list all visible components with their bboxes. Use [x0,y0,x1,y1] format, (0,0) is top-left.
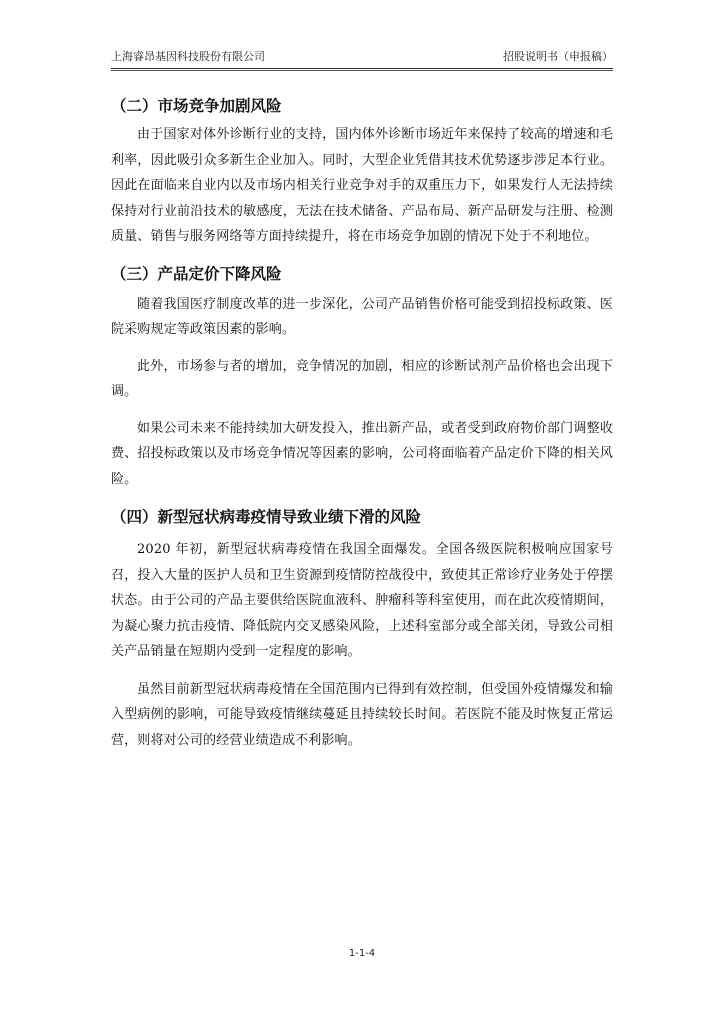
paragraph: 2020 年初，新型冠状病毒疫情在我国全面爆发。全国各级医院积极响应国家号召，投入大量的医护人员和卫生资源到疫情防控战役中，致使其正常诊疗业务处于停摆状态。由于公司的产品主要供给医院血液科、肿瘤科等科室使用，而在此次疫情期间，为凝心聚力抗击疫情、降低院内交叉感染风险，上述科室部分或全部关闭，导致公司相关产品销量在短期内受到一定程度的影响。 [111,542,613,659]
page-header [111,48,613,66]
header-rule-thin [111,70,613,71]
document-type: 招股说明书（申报稿） [503,50,613,63]
paragraph: 虽然目前新型冠状病毒疫情在全国范围内已得到有效控制，但受国外疫情爆发和输入型病例的影响，可能导致疫情继续蔓延且持续较长时间。若医院不能及时恢复正常运营，则将对公司的经营业绩造成不利影响。 [111,681,613,748]
company-name: 上海睿昂基因科技股份有限公司 [111,50,265,63]
section-price-decline [111,263,613,493]
paragraph: 如果公司未来不能持续加大研发投入，推出新产品，或者受到政府物价部门调整收费、招投标政策以及市场竞争情况等因素的影响，公司将面临着产品定价下降的相关风险。 [111,420,613,487]
section-heading: （四）新型冠状病毒疫情导致业绩下滑的风险 [111,508,422,526]
section-market-competition [111,95,613,250]
paragraph: 此外，市场参与者的增加，竞争情况的加剧，相应的诊断试剂产品价格也会出现下调。 [111,358,613,399]
paragraph: 随着我国医疗制度改革的进一步深化，公司产品销售价格可能受到招投标政策、医院采购规定等政策因素的影响。 [111,296,613,337]
page-number: 1-1-4 [348,948,376,959]
document-body [111,90,613,753]
section-covid-risk [111,506,613,753]
header-rule [111,68,613,69]
section-heading: （二）市场竞争加剧风险 [111,97,282,115]
paragraph: 由于国家对体外诊断行业的支持，国内体外诊断市场近年来保持了较高的增速和毛利率，因此吸引众多新生企业加入。同时，大型企业凭借其技术优势逐步涉足本行业。因此在面临来自业内以及市场内相关行业竞争对手的双重压力下，如果发行人无法持续保持对行业前沿技术的敏感度，无法在技术储备、产品布局、新产品研发与注册、检测质量、销售与服务网络等方面持续提升，将在市场竞争加剧的情况下处于不利地位。 [111,127,613,244]
section-heading: （三）产品定价下降风险 [111,264,282,283]
